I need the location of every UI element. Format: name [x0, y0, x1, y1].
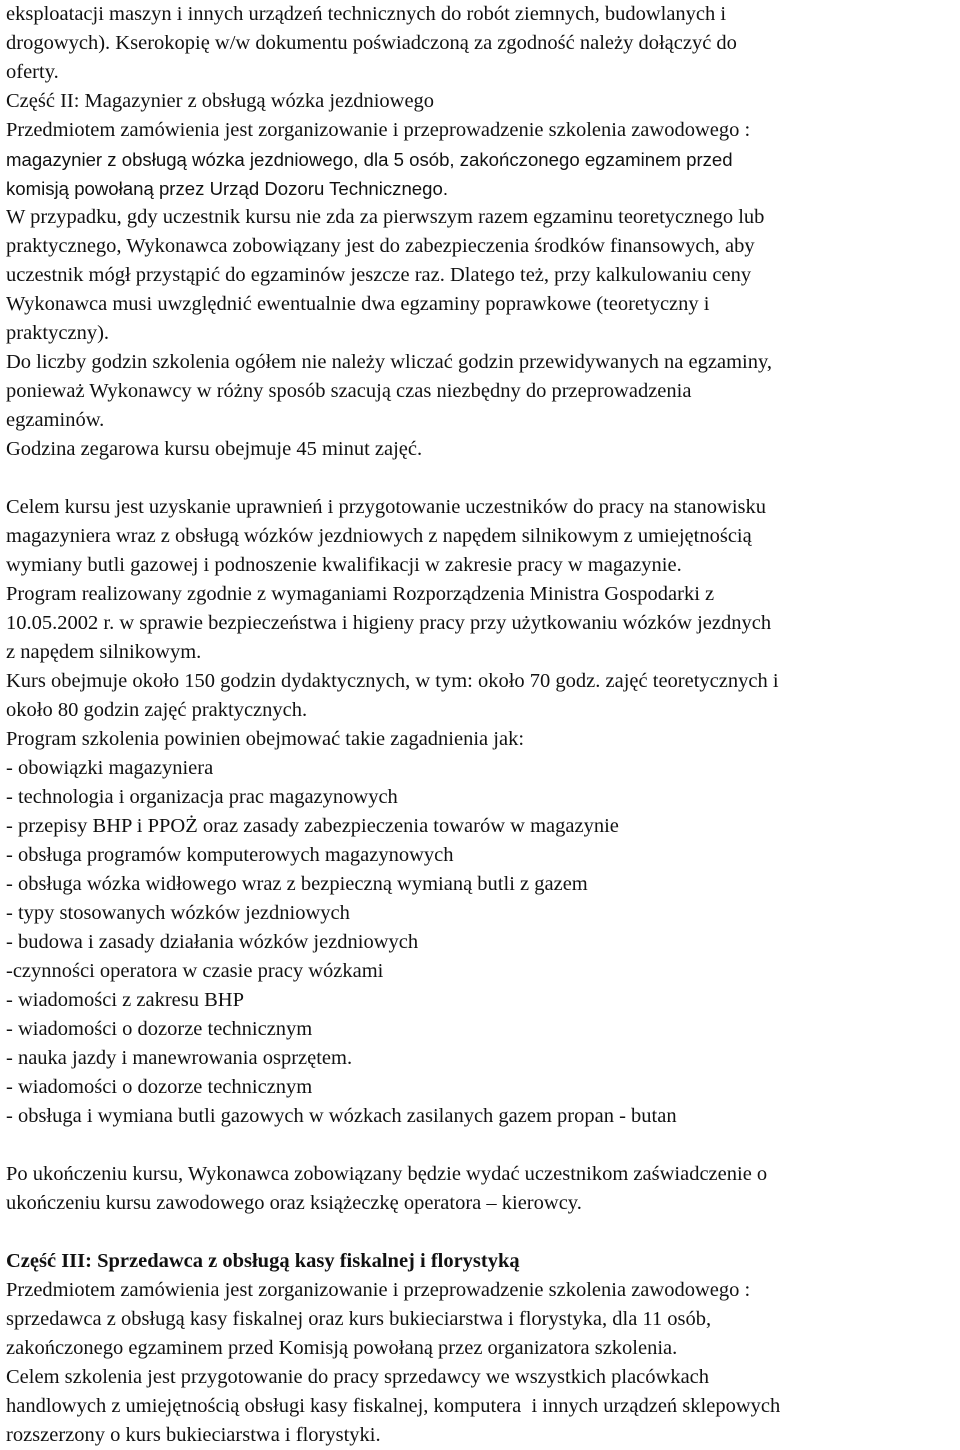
text-line: Po ukończeniu kursu, Wykonawca zobowiązany będzie wydać uczestnikom zaświadczenie o [6, 1163, 768, 1185]
text-line: drogowych). Kserokopię w/w dokumentu poświadczoną za zgodność należy dołączyć do [6, 32, 737, 54]
text-line: Wykonawca musi uwzględnić ewentualnie dwa egzaminy poprawkowe (teoretyczny i [6, 293, 710, 315]
hour-length-note: Godzina zegarowa kursu obejmuje 45 minut zajęć. [6, 438, 423, 460]
part-2-title: Część II: Magazynier z obsługą wózka jezdniowego [6, 90, 435, 112]
part-2-intro-paragraph [6, 116, 960, 203]
text-line: ukończeniu kursu zawodowego oraz książeczkę operatora – kierowcy. [6, 1192, 582, 1214]
text-line: magazyniera wraz z obsługą wózków jezdniowych z napędem silnikowym z umiejętnością [6, 525, 752, 547]
text-line: Celem kursu jest uzyskanie uprawnień i przygotowanie uczestników do pracy na stanowisku [6, 496, 767, 518]
regulation-paragraph [6, 580, 960, 667]
list-item: - obowiązki magazyniera [6, 757, 214, 779]
text-line: magazynier z obsługą wózka jezdniowego, dla 5 osób, zakończonego egzaminem przed [6, 149, 733, 170]
course-goal-paragraph [6, 493, 960, 580]
text-line: zakończonego egzaminem przed Komisją powołaną przez organizatora szkolenia. [6, 1337, 678, 1359]
text-line: rozszerzony o kurs bukieciarstwa i florystyki. [6, 1424, 381, 1446]
text-line: praktycznego, Wykonawca zobowiązany jest do zabezpieczenia środków finansowych, aby [6, 235, 755, 257]
list-item: - obsługa wózka widłowego wraz z bezpieczną wymianą butli z gazem [6, 873, 588, 895]
text-line: wymiany butli gazowej i podnoszenie kwalifikacji w zakresie pracy w magazynie. [6, 554, 682, 576]
part-2-section [6, 87, 960, 1218]
blank-line [6, 1131, 960, 1160]
text-line: ponieważ Wykonawcy w różny sposób szacują czas niezbędny do przeprowadzenia [6, 380, 692, 402]
list-item: - wiadomości o dozorze technicznym [6, 1076, 313, 1098]
continuation-paragraph [6, 0, 960, 87]
retake-paragraph [6, 203, 960, 348]
part-3-title: Część III: Sprzedawca z obsługą kasy fiskalnej i florystyką [6, 1250, 520, 1272]
text-line: z napędem silnikowym. [6, 641, 202, 663]
list-item: - typy stosowanych wózków jezdniowych [6, 902, 350, 924]
blank-line [6, 1218, 960, 1247]
text-line: eksploatacji maszyn i innych urządzeń technicznych do robót ziemnych, budowlanych i [6, 3, 727, 25]
blank-line [6, 464, 960, 493]
course-hours-paragraph [6, 667, 960, 725]
part-3-intro-paragraph [6, 1276, 960, 1363]
text-line: uczestnik mógł przystąpić do egzaminów jeszcze raz. Dlatego też, przy kalkulowaniu ceny [6, 264, 752, 286]
part-3-goal-paragraph [6, 1363, 960, 1450]
text-line: komisją powołaną przez Urząd Dozoru Technicznego. [6, 178, 449, 199]
text-line: egzaminów. [6, 409, 105, 431]
exam-hours-note-paragraph [6, 348, 960, 435]
text-line: praktyczny). [6, 322, 110, 344]
list-item: -czynności operatora w czasie pracy wózkami [6, 960, 384, 982]
part-3-section [6, 1247, 960, 1450]
text-line: handlowych z umiejętnością obsługi kasy fiskalnej, komputera i innych urządzeń sklepowych [6, 1395, 781, 1417]
text-line: Kurs obejmuje około 150 godzin dydaktycznych, w tym: około 70 godz. zajęć teoretycznych i [6, 670, 779, 692]
text-line: Program realizowany zgodnie z wymaganiami Rozporządzenia Ministra Gospodarki z [6, 583, 715, 605]
list-item: - obsługa i wymiana butli gazowych w wózkach zasilanych gazem propan - butan [6, 1105, 677, 1127]
text-line: 10.05.2002 r. w sprawie bezpieczeństwa i higieny pracy przy użytkowaniu wózków jezdnych [6, 612, 772, 634]
text-line: oferty. [6, 61, 59, 83]
list-item: - wiadomości z zakresu BHP [6, 989, 244, 1011]
list-item: - obsługa programów komputerowych magazynowych [6, 844, 454, 866]
text-line: Do liczby godzin szkolenia ogółem nie należy wliczać godzin przewidywanych na egzaminy, [6, 351, 772, 373]
text-line: około 80 godzin zajęć praktycznych. [6, 699, 308, 721]
text-line: Przedmiotem zamówienia jest zorganizowanie i przeprowadzenie szkolenia zawodowego : [6, 1279, 751, 1301]
text-line: Przedmiotem zamówienia jest zorganizowanie i przeprowadzenie szkolenia zawodowego : [6, 119, 751, 141]
list-item: - technologia i organizacja prac magazynowych [6, 786, 398, 808]
text-line: W przypadku, gdy uczestnik kursu nie zda za pierwszym razem egzaminu teoretycznego lub [6, 206, 765, 228]
certificate-paragraph [6, 1160, 960, 1218]
list-item: - wiadomości o dozorze technicznym [6, 1018, 313, 1040]
list-item: - nauka jazdy i manewrowania osprzętem. [6, 1047, 353, 1069]
list-item: - budowa i zasady działania wózków jezdniowych [6, 931, 419, 953]
text-line: sprzedawca z obsługą kasy fiskalnej oraz kurs bukieciarstwa i florystyka, dla 11 osób, [6, 1308, 712, 1330]
text-line: Celem szkolenia jest przygotowanie do pracy sprzedawcy we wszystkich placówkach [6, 1366, 710, 1388]
program-topics-list [6, 754, 960, 1131]
list-item: - przepisy BHP i PPOŻ oraz zasady zabezpieczenia towarów w magazynie [6, 815, 619, 837]
program-intro: Program szkolenia powinien obejmować takie zagadnienia jak: [6, 728, 525, 750]
